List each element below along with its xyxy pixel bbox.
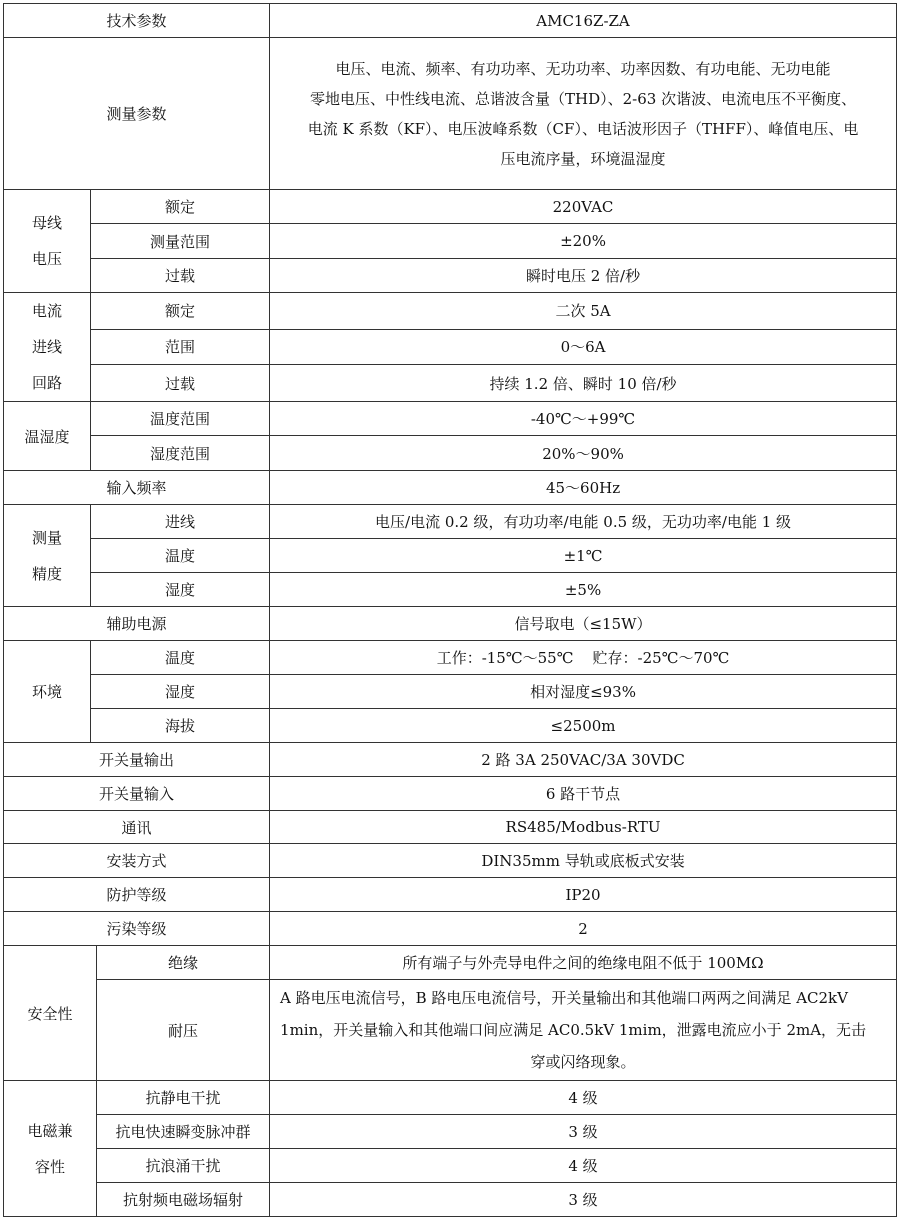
value-busbar-overload: 瞬时电压 2 倍/秒 (270, 259, 897, 293)
label-safety-withstand: 耐压 (97, 980, 270, 1081)
row-protect (4, 878, 897, 912)
row-aux (4, 607, 897, 641)
value-safety-withstand (270, 980, 897, 1081)
label-th-humid: 湿度范围 (91, 436, 270, 471)
label-accuracy-line: 进线 (91, 505, 270, 539)
row-tech (4, 4, 897, 38)
row-accuracy-line (4, 505, 897, 539)
value-env-alt: ≤2500m (270, 709, 897, 743)
category-line: 测量 (31, 528, 62, 547)
label-pollution: 污染等级 (4, 912, 270, 946)
label-measure: 测量参数 (4, 38, 270, 190)
value-th-humid: 20%～90% (270, 436, 897, 471)
value-emc-surge: 4 级 (270, 1149, 897, 1183)
category-line: 母线 (31, 214, 62, 232)
value-busbar-range: ±20% (270, 224, 897, 259)
label-emc-eft: 抗电快速瞬变脉冲群 (97, 1115, 270, 1149)
row-th-humid (4, 436, 897, 471)
row-current-rated (4, 293, 897, 330)
label-aux: 辅助电源 (4, 607, 270, 641)
category-line: 电磁兼 (27, 1121, 73, 1140)
label-busbar-rated: 额定 (91, 190, 270, 224)
label-accuracy-humid: 湿度 (91, 573, 270, 607)
row-current-range (4, 329, 897, 365)
row-freq (4, 471, 897, 505)
row-accuracy-humid (4, 573, 897, 607)
label-accuracy-temp: 温度 (91, 539, 270, 573)
label-current-rated: 额定 (91, 293, 270, 330)
label-tech: 技术参数 (4, 4, 270, 38)
label-emc-esd: 抗静电干扰 (97, 1081, 270, 1115)
row-emc-eft (4, 1115, 897, 1149)
value-accuracy-line: 电压/电流 0.2 级，有功功率/电能 0.5 级，无功功率/电能 1 级 (270, 505, 897, 539)
withstand-line: 穿或闪络现象。 (530, 1053, 636, 1071)
value-current-overload: 持续 1.2 倍、瞬时 10 倍/秒 (270, 365, 897, 402)
withstand-line: 1min，开关量输入和其他端口间应满足 AC0.5kV 1mim，泄露电流应小于 2mA，无击 (280, 1021, 867, 1039)
row-th-temp (4, 402, 897, 436)
label-emc-surge: 抗浪涌干扰 (97, 1149, 270, 1183)
value-current-range: 0～6A (270, 329, 897, 365)
value-emc-eft: 3 级 (270, 1115, 897, 1149)
label-env-humid: 湿度 (91, 675, 270, 709)
row-busbar-overload (4, 259, 897, 293)
value-freq: 45～60Hz (270, 471, 897, 505)
row-dout (4, 743, 897, 777)
value-protect: IP20 (270, 878, 897, 912)
row-emc-surge (4, 1149, 897, 1183)
value-tech: AMC16Z-ZA (270, 4, 897, 38)
label-emc-rf: 抗射频电磁场辐射 (97, 1183, 270, 1217)
value-emc-rf: 3 级 (270, 1183, 897, 1217)
value-env-temp: 工作：-15℃～55℃ 贮存：-25℃～70℃ (270, 641, 897, 675)
row-measure (4, 38, 897, 190)
label-env-temp: 温度 (91, 641, 270, 675)
value-pollution: 2 (270, 912, 897, 946)
category-line: 精度 (31, 564, 62, 583)
label-current-overload: 过载 (91, 365, 270, 402)
measure-line: 压电流序量，环境温湿度 (500, 149, 666, 168)
label-dout: 开关量输出 (4, 743, 270, 777)
measure-line: 电流 K 系数（KF）、电压波峰系数（CF）、电话波形因子（THFF）、峰值电压、电 (307, 119, 859, 138)
category-line: 进线 (31, 338, 62, 356)
row-emc-esd (4, 1081, 897, 1115)
measure-line: 零地电压、中性线电流、总谐波含量（THD）、2-63 次谐波、电流电压不平衡度、 (309, 89, 857, 108)
value-th-temp: -40℃～+99℃ (270, 402, 897, 436)
category-safety: 安全性 (4, 946, 97, 1081)
label-comm: 通讯 (4, 811, 270, 844)
category-emc (4, 1081, 97, 1217)
label-current-range: 范围 (91, 329, 270, 365)
row-emc-rf (4, 1183, 897, 1217)
value-safety-insulation: 所有端子与外壳导电件之间的绝缘电阻不低于 100MΩ (270, 946, 897, 980)
category-th: 温湿度 (4, 402, 91, 471)
row-pollution (4, 912, 897, 946)
category-line: 电流 (31, 302, 62, 320)
row-safety-withstand (4, 980, 897, 1081)
value-busbar-rated: 220VAC (270, 190, 897, 224)
value-emc-esd: 4 级 (270, 1081, 897, 1115)
label-install: 安装方式 (4, 844, 270, 878)
label-freq: 输入频率 (4, 471, 270, 505)
label-th-temp: 温度范围 (91, 402, 270, 436)
value-din: 6 路干节点 (270, 777, 897, 811)
category-env: 环境 (4, 641, 91, 743)
value-current-rated: 二次 5A (270, 293, 897, 330)
category-accuracy (4, 505, 91, 607)
row-env-temp (4, 641, 897, 675)
value-aux: 信号取电（≤15W） (270, 607, 897, 641)
value-install: DIN35mm 导轨或底板式安装 (270, 844, 897, 878)
row-env-humid (4, 675, 897, 709)
value-dout: 2 路 3A 250VAC/3A 30VDC (270, 743, 897, 777)
row-safety-insulation (4, 946, 897, 980)
row-install (4, 844, 897, 878)
value-measure (270, 38, 897, 190)
measure-line: 电压、电流、频率、有功功率、无功功率、功率因数、有功电能、无功电能 (335, 59, 831, 78)
row-comm (4, 811, 897, 844)
row-current-overload (4, 365, 897, 402)
label-safety-insulation: 绝缘 (97, 946, 270, 980)
label-protect: 防护等级 (4, 878, 270, 912)
row-din (4, 777, 897, 811)
value-env-humid: 相对湿度≤93% (270, 675, 897, 709)
label-din: 开关量输入 (4, 777, 270, 811)
label-env-alt: 海拔 (91, 709, 270, 743)
category-line: 电压 (31, 250, 62, 268)
value-accuracy-humid: ±5% (270, 573, 897, 607)
row-accuracy-temp (4, 539, 897, 573)
value-comm: RS485/Modbus-RTU (270, 811, 897, 844)
row-env-alt (4, 709, 897, 743)
category-line: 回路 (31, 374, 62, 392)
row-busbar-rated (4, 190, 897, 224)
row-busbar-range (4, 224, 897, 259)
spec-table (3, 3, 897, 1217)
category-line: 容性 (34, 1157, 65, 1176)
label-busbar-range: 测量范围 (91, 224, 270, 259)
label-busbar-overload: 过载 (91, 259, 270, 293)
withstand-line: A 路电压电流信号，B 路电压电流信号，开关量输出和其他端口两两之间满足 AC2kV (280, 989, 848, 1007)
category-current (4, 293, 91, 402)
category-busbar (4, 190, 91, 293)
value-accuracy-temp: ±1℃ (270, 539, 897, 573)
